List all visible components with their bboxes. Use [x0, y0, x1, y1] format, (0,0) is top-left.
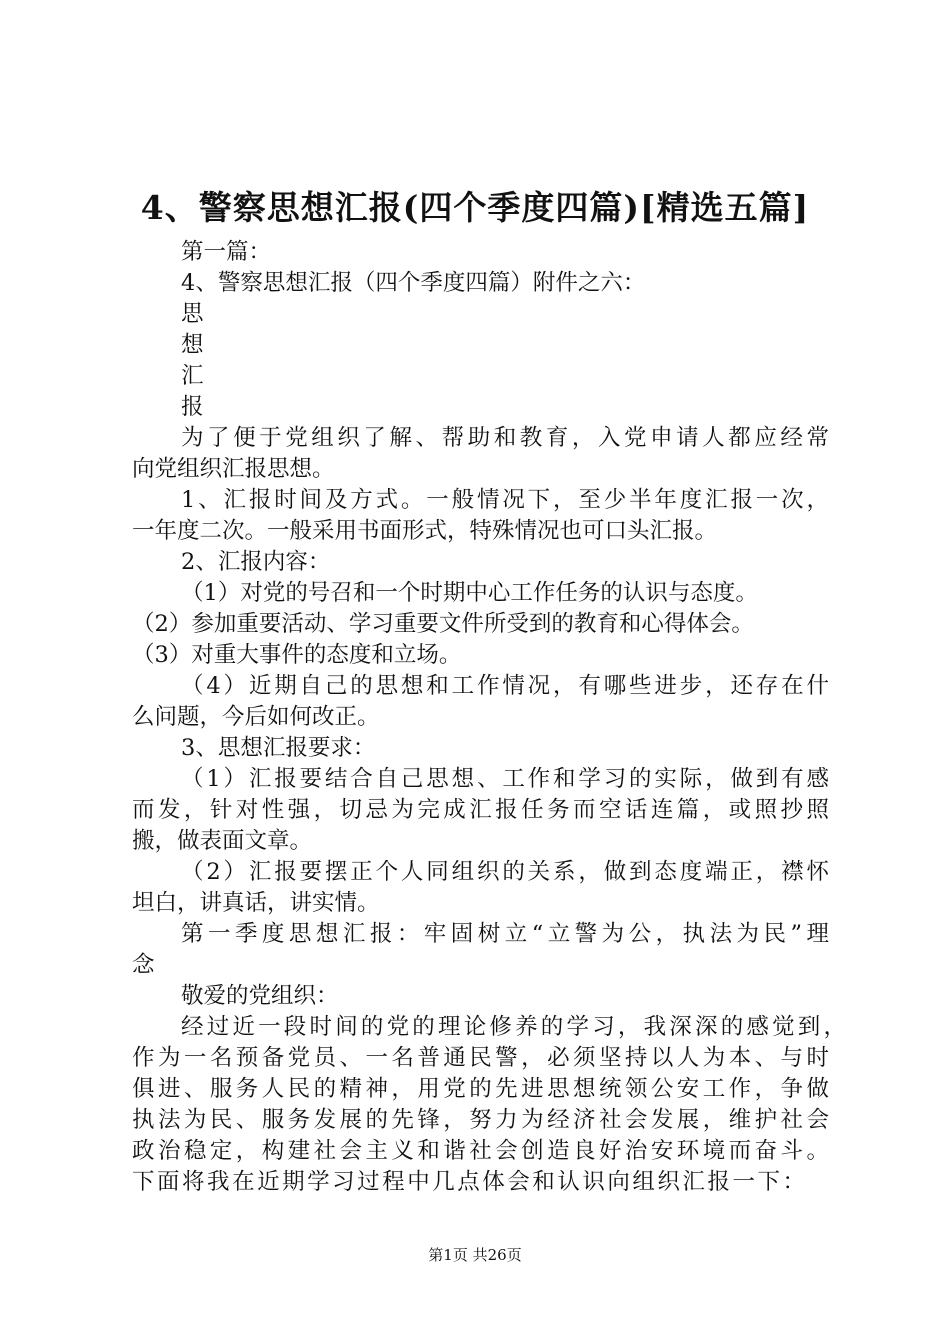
text-line: （2）汇报要摆正个人同组织的关系，做到态度端正，襟怀 — [181, 859, 829, 885]
text-line: 经过近一段时间的党的理论修养的学习，我深深的感觉到， — [181, 1014, 846, 1040]
text-line: 敬爱的党组织： — [181, 983, 339, 1009]
text-line: 汇 — [181, 363, 204, 389]
text-line: 念 — [132, 952, 155, 978]
text-line: 下面将我在近期学习过程中几点体会和认识向组织汇报一下： — [132, 1169, 805, 1195]
text-line: 第一季度思想汇报：牢固树立“立警为公，执法为民”理 — [181, 921, 829, 947]
text-line: 政治稳定，构建社会主义和谐社会创造良好治安环境而奋斗。 — [132, 1138, 829, 1164]
text-line: （1）对党的号召和一个时期中心工作任务的认识与态度。 — [181, 580, 758, 606]
text-line: 1、汇报时间及方式。一般情况下，至少半年度汇报一次， — [181, 487, 829, 513]
text-line: （2）参加重要活动、学习重要文件所受到的教育和心得体会。 — [132, 611, 754, 637]
text-line: 坦白，讲真话，讲实情。 — [132, 890, 380, 916]
text-line: 4、警察思想汇报（四个季度四篇）附件之六： — [181, 270, 646, 296]
text-line: 第一篇： — [181, 239, 272, 265]
text-line: 执法为民、服务发展的先锋，努力为经济社会发展，维护社会 — [132, 1107, 829, 1133]
text-line: （3）对重大事件的态度和立场。 — [132, 642, 462, 668]
text-line: 3、思想汇报要求： — [181, 735, 376, 761]
document-title: 4、警察思想汇报(四个季度四篇)[精选五篇] — [140, 188, 810, 227]
text-line: 报 — [181, 394, 204, 420]
text-line: 向党组织汇报思想。 — [132, 456, 335, 482]
text-line: 么问题，今后如何改正。 — [132, 704, 380, 730]
text-line: 作为一名预备党员、一名普通民警，必须坚持以人为本、与时 — [132, 1045, 829, 1071]
text-line: 搬，做表面文章。 — [132, 828, 313, 854]
text-line: （4）近期自己的思想和工作情况，有哪些进步，还存在什 — [181, 673, 829, 699]
text-line: （1）汇报要结合自己思想、工作和学习的实际，做到有感 — [181, 766, 829, 792]
text-line: 一年度二次。一般采用书面形式，特殊情况也可口头汇报。 — [132, 518, 718, 544]
text-line: 2、汇报内容： — [181, 549, 331, 575]
text-line: 俱进、服务人民的精神，用党的先进思想统领公安工作，争做 — [132, 1076, 829, 1102]
text-line: 思 — [181, 301, 204, 327]
page-number: 第1页 共26页 — [428, 1246, 522, 1264]
text-line: 而发，针对性强，切忌为完成汇报任务而空话连篇，或照抄照 — [132, 797, 829, 823]
text-line: 为了便于党组织了解、帮助和教育，入党申请人都应经常 — [181, 425, 829, 451]
text-line: 想 — [181, 332, 204, 358]
